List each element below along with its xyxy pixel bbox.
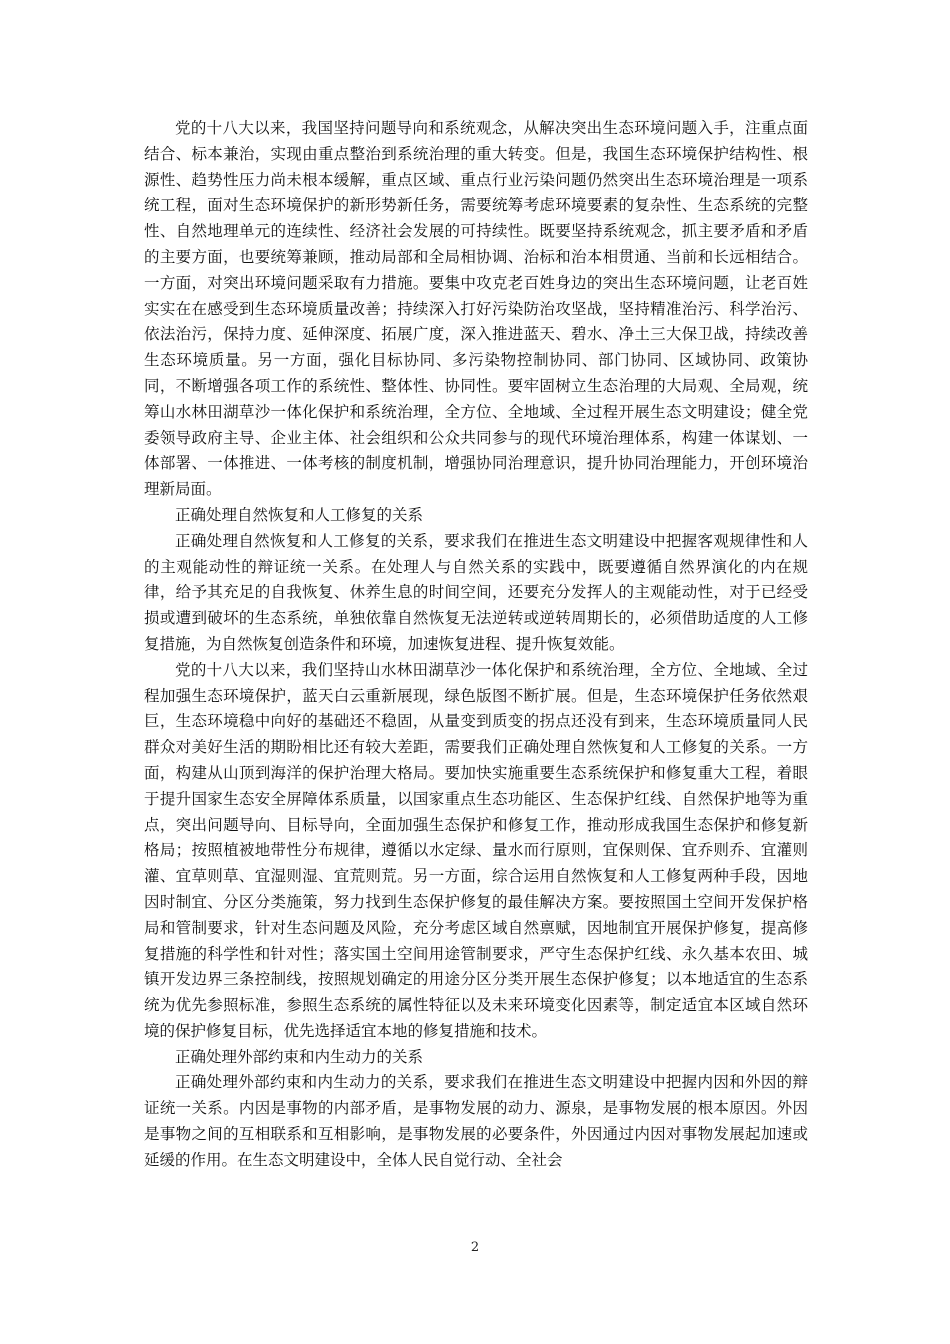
- body-paragraph: 正确处理外部约束和内生动力的关系，要求我们在推进生态文明建设中把握内因和外因的辩证统一关系。内因是事物的内部矛盾，是事物发展的动力、源泉，是事物发展的根本原因。外因是事物之间的互相联系和互相影响，是事物发展的必要条件，外因通过内因对事物发展起加速或延缓的作用。在生态文明建设中，全体人民自觉行动、全社会: [144, 1073, 808, 1169]
- document-body: [144, 116, 808, 1174]
- page-number: 2: [470, 1240, 480, 1255]
- section-heading: 正确处理自然恢复和人工修复的关系: [175, 505, 424, 524]
- section-heading: 正确处理外部约束和内生动力的关系: [175, 1047, 424, 1066]
- body-paragraph: 党的十八大以来，我国坚持问题导向和系统观念，从解决突出生态环境问题入手，注重点面结合、标本兼治，实现由重点整治到系统治理的重大转变。但是，我国生态环境保护结构性、根源性、趋势性压力尚未根本缓解，重点区域、重点行业污染问题仍然突出生态环境治理是一项系统工程，面对生态环境保护的新形势新任务，需要统筹考虑环境要素的复杂性、生态系统的完整性、自然地理单元的连续性、经济社会发展的可持续性。既要坚持系统观念，抓主要矛盾和矛盾的主要方面，也要统筹兼顾，推动局部和全局相协调、治标和治本相贯通、当前和长远相结合。一方面，对突出环境问题采取有力措施。要集中攻克老百姓身边的突出生态环境问题，让老百姓实实在在感受到生态环境质量改善；持续深入打好污染防治攻坚战，坚持精准治污、科学治污、依法治污，保持力度、延伸深度、拓展广度，深入推进蓝天、碧水、净土三大保卫战，持续改善生态环境质量。另一方面，强化目标协同、多污染物控制协同、部门协同、区域协同、政策协同，不断增强各项工作的系统性、整体性、协同性。要牢固树立生态治理的大局观、全局观，统筹山水林田湖草沙一体化保护和系统治理，全方位、全地域、全过程开展生态文明建设；健全党委领导政府主导、企业主体、社会组织和公众共同参与的现代环境治理体系，构建一体谋划、一体部署、一体推进、一体考核的制度机制，增强协同治理意识，提升协同治理能力，开创环境治理新局面。: [144, 119, 808, 499]
- body-paragraph: 正确处理自然恢复和人工修复的关系，要求我们在推进生态文明建设中把握客观规律性和人的主观能动性的辩证统一关系。在处理人与自然关系的实践中，既要遵循自然界演化的内在规律，给予其充足的自我恢复、休养生息的时间空间，还要充分发挥人的主观能动性，对于已经受损或遭到破坏的生态系统，单独依靠自然恢复无法逆转或逆转周期长的，必须借助适度的人工修复措施，为自然恢复创造条件和环境，加速恢复进程、提升恢复效能。: [144, 531, 808, 653]
- body-paragraph: 党的十八大以来，我们坚持山水林田湖草沙一体化保护和系统治理，全方位、全地域、全过程加强生态环境保护，蓝天白云重新展现，绿色版图不断扩展。但是，生态环境保护任务依然艰巨，生态环境稳中向好的基础还不稳固，从量变到质变的拐点还没有到来，生态环境质量同人民群众对美好生活的期盼相比还有较大差距，需要我们正确处理自然恢复和人工修复的关系。一方面，构建从山顶到海洋的保护治理大格局。要加快实施重要生态系统保护和修复重大工程，着眼于提升国家生态安全屏障体系质量，以国家重点生态功能区、生态保护红线、自然保护地等为重点，突出问题导向、目标导向，全面加强生态保护和修复工作，推动形成我国生态保护和修复新格局；按照植被地带性分布规律，遵循以水定绿、量水而行原则，宜保则保、宜乔则乔、宜灌则灌、宜草则草、宜湿则湿、宜荒则荒。另一方面，综合运用自然恢复和人工修复两种手段，因地因时制宜、分区分类施策，努力找到生态保护修复的最佳解决方案。要按照国土空间开发保护格局和管制要求，针对生态问题及风险，充分考虑区域自然禀赋，因地制宜开展保护修复，提高修复措施的科学性和针对性；落实国土空间用途管制要求，严守生态保护红线、永久基本农田、城镇开发边界三条控制线，按照规划确定的用途分区分类开展生态保护修复；以本地适宜的生态系统为优先参照标准，参照生态系统的属性特征以及未来环境变化因素等，制定适宜本区域自然环境的保护修复目标，优先选择适宜本地的修复措施和技术。: [144, 660, 808, 1040]
